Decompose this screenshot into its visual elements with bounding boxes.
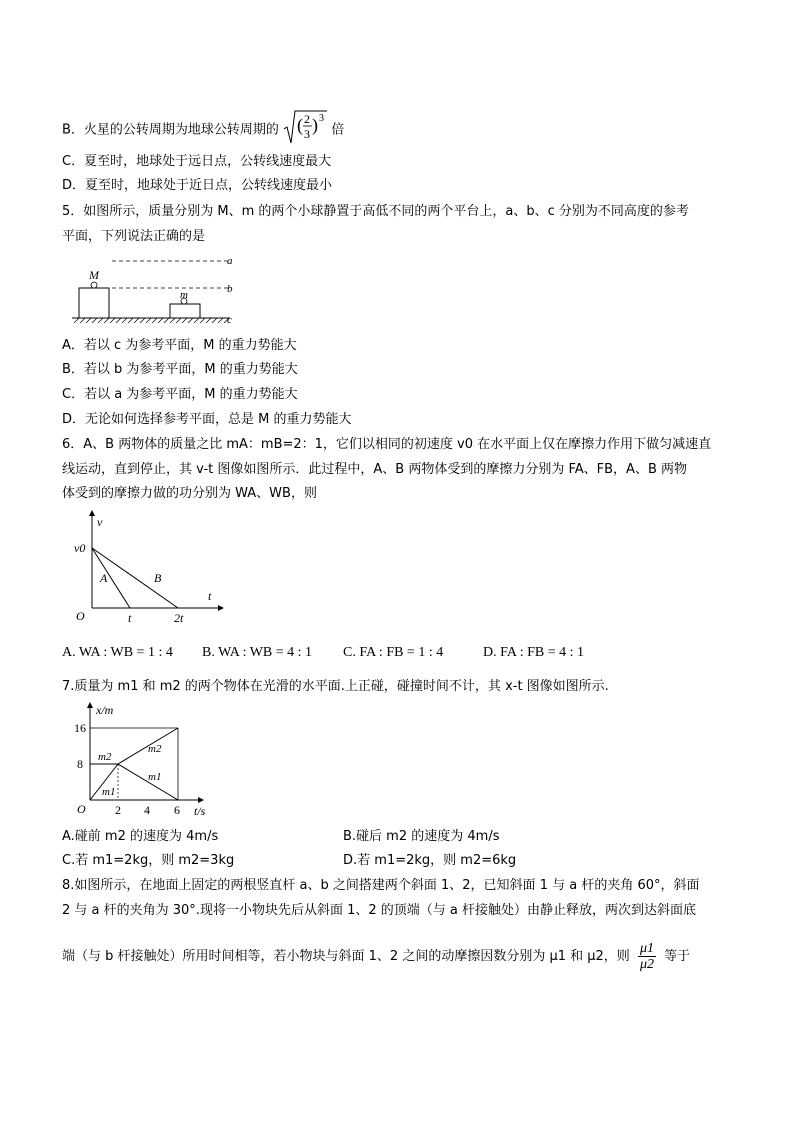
q8-stem-line1: 8.如图所示，在地面上固定的两根竖直杆 a、b 之间搭建两个斜面 1、2，已知斜面 1 与 a 杆的夹角 60°，斜面: [62, 878, 700, 893]
q8-stem-line3-end: 等于: [664, 949, 691, 964]
label-M: M: [89, 268, 99, 282]
q5-stem-line2: 平面，下列说法正确的是: [62, 229, 206, 244]
tick-4: 4: [144, 803, 150, 817]
mu-ratio-fraction: [638, 941, 656, 972]
sqrt-fraction-formula: [283, 109, 327, 145]
frac-numerator: μ1: [639, 941, 654, 956]
q6-vt-graph: [70, 508, 230, 626]
q5-option-a: A．若以 c 为参考平面，M 的重力势能大: [62, 338, 297, 353]
q5-option-b: B．若以 b 为参考平面，M 的重力势能大: [62, 362, 298, 377]
q6-option-c: C. FA : FB = 1 : 4: [343, 645, 444, 660]
label-b: b: [227, 283, 233, 295]
q6-stem-line3: 体受到的摩擦力做的功分别为 WA、WB，则: [62, 486, 317, 501]
tick-2t: 2t: [174, 611, 184, 625]
q4-num: 2: [304, 112, 311, 126]
q6-option-b: B. WA : WB = 4 : 1: [202, 645, 313, 660]
q5-stem-line1: 5．如图所示，质量分别为 M、m 的两个小球静置于高低不同的两个平台上，a、b、c 分别为不同高度的参考: [62, 204, 689, 219]
q7-option-c: C.若 m1=2kg，则 m2=3kg: [62, 853, 235, 868]
axis-t-label: t/s: [194, 804, 206, 818]
label-a: a: [227, 255, 233, 267]
label-m1-after: m1: [148, 771, 162, 783]
q5-option-d: D．无论如何选择参考平面，总是 M 的重力势能大: [62, 412, 352, 427]
label-m: m: [180, 289, 188, 301]
q6-stem-line1: 6．A、B 两物体的质量之比 mA：mB=2：1，它们以相同的初速度 v0 在水平面上仅在摩擦力作用下做匀减速直: [62, 437, 712, 452]
q5-figure: [70, 245, 245, 330]
v0-label: v0: [74, 541, 86, 555]
q4-option-b: [62, 109, 344, 151]
q4-option-d: D．夏至时，地球处于近日点，公转线速度最小: [62, 178, 333, 193]
q7-option-d: D.若 m1=2kg，则 m2=6kg: [343, 853, 517, 868]
axis-t-label: t: [208, 589, 212, 603]
label-c: c: [227, 314, 232, 326]
q4-option-b-suffix: 倍: [331, 122, 345, 138]
ground-hatching: [74, 318, 229, 323]
label-m2-before: m2: [98, 751, 112, 763]
q8-stem-line3-text: 端（与 b 杆接触处）所用时间相等，若小物块与斜面 1、2 之间的动摩擦因数分别为 μ1 和 μ2，则: [62, 949, 630, 964]
axis-v-label: v: [97, 515, 103, 529]
label-B: B: [154, 571, 162, 585]
q6-option-a: A. WA : WB = 1 : 4: [62, 645, 173, 660]
ball-M: [91, 282, 97, 288]
label-m2-after: m2: [148, 743, 162, 755]
tick-16: 16: [74, 721, 86, 735]
q4-option-b-formula: [283, 109, 327, 151]
q7-option-a: A.碰前 m2 的速度为 4m/s: [62, 829, 219, 844]
origin-label: O: [77, 802, 86, 816]
q4-den: 3: [304, 127, 311, 141]
svg-text:): ): [312, 115, 319, 135]
q4-option-c: C．夏至时，地球处于远日点，公转线速度最大: [62, 154, 332, 169]
q4-option-b-text: B．火星的公转周期为地球公转周期的: [62, 122, 279, 138]
q4-exp: 3: [319, 113, 325, 124]
axis-x-label: x/m: [96, 703, 114, 717]
q6-stem-line2: 线运动，直到停止，其 v-t 图像如图所示．此过程中，A、B 两物体受到的摩擦力分别为 FA、FB，A、B 两物: [62, 462, 687, 477]
q8-stem-line3: [62, 941, 690, 972]
q7-stem-line1: 7.质量为 m1 和 m2 的两个物体在光滑的水平面.上正碰，碰撞时间不计，其 x-t 图像如图所示.: [62, 679, 609, 694]
svg-text:(: (: [297, 115, 304, 135]
tick-t: t: [128, 611, 132, 625]
q7-xt-graph: [70, 700, 220, 820]
q8-stem-line2: 2 与 a 杆的夹角为 30°.现将一小物块先后从斜面 1、2 的顶端（与 a 杆接触处）由静止释放，两次到达斜面底: [62, 903, 696, 918]
label-A: A: [100, 571, 108, 585]
q7-option-b: B.碰后 m2 的速度为 4m/s: [343, 829, 500, 844]
origin-label: O: [76, 609, 85, 623]
tick-2: 2: [115, 803, 121, 817]
tick-8: 8: [77, 757, 83, 771]
q5-option-c: C．若以 a 为参考平面，M 的重力势能大: [62, 387, 298, 402]
line-A: [92, 548, 130, 608]
q6-option-d: D. FA : FB = 4 : 1: [483, 645, 584, 660]
label-m1-before: m1: [102, 786, 116, 798]
tick-6: 6: [174, 803, 180, 817]
frac-denominator: μ2: [639, 957, 654, 972]
